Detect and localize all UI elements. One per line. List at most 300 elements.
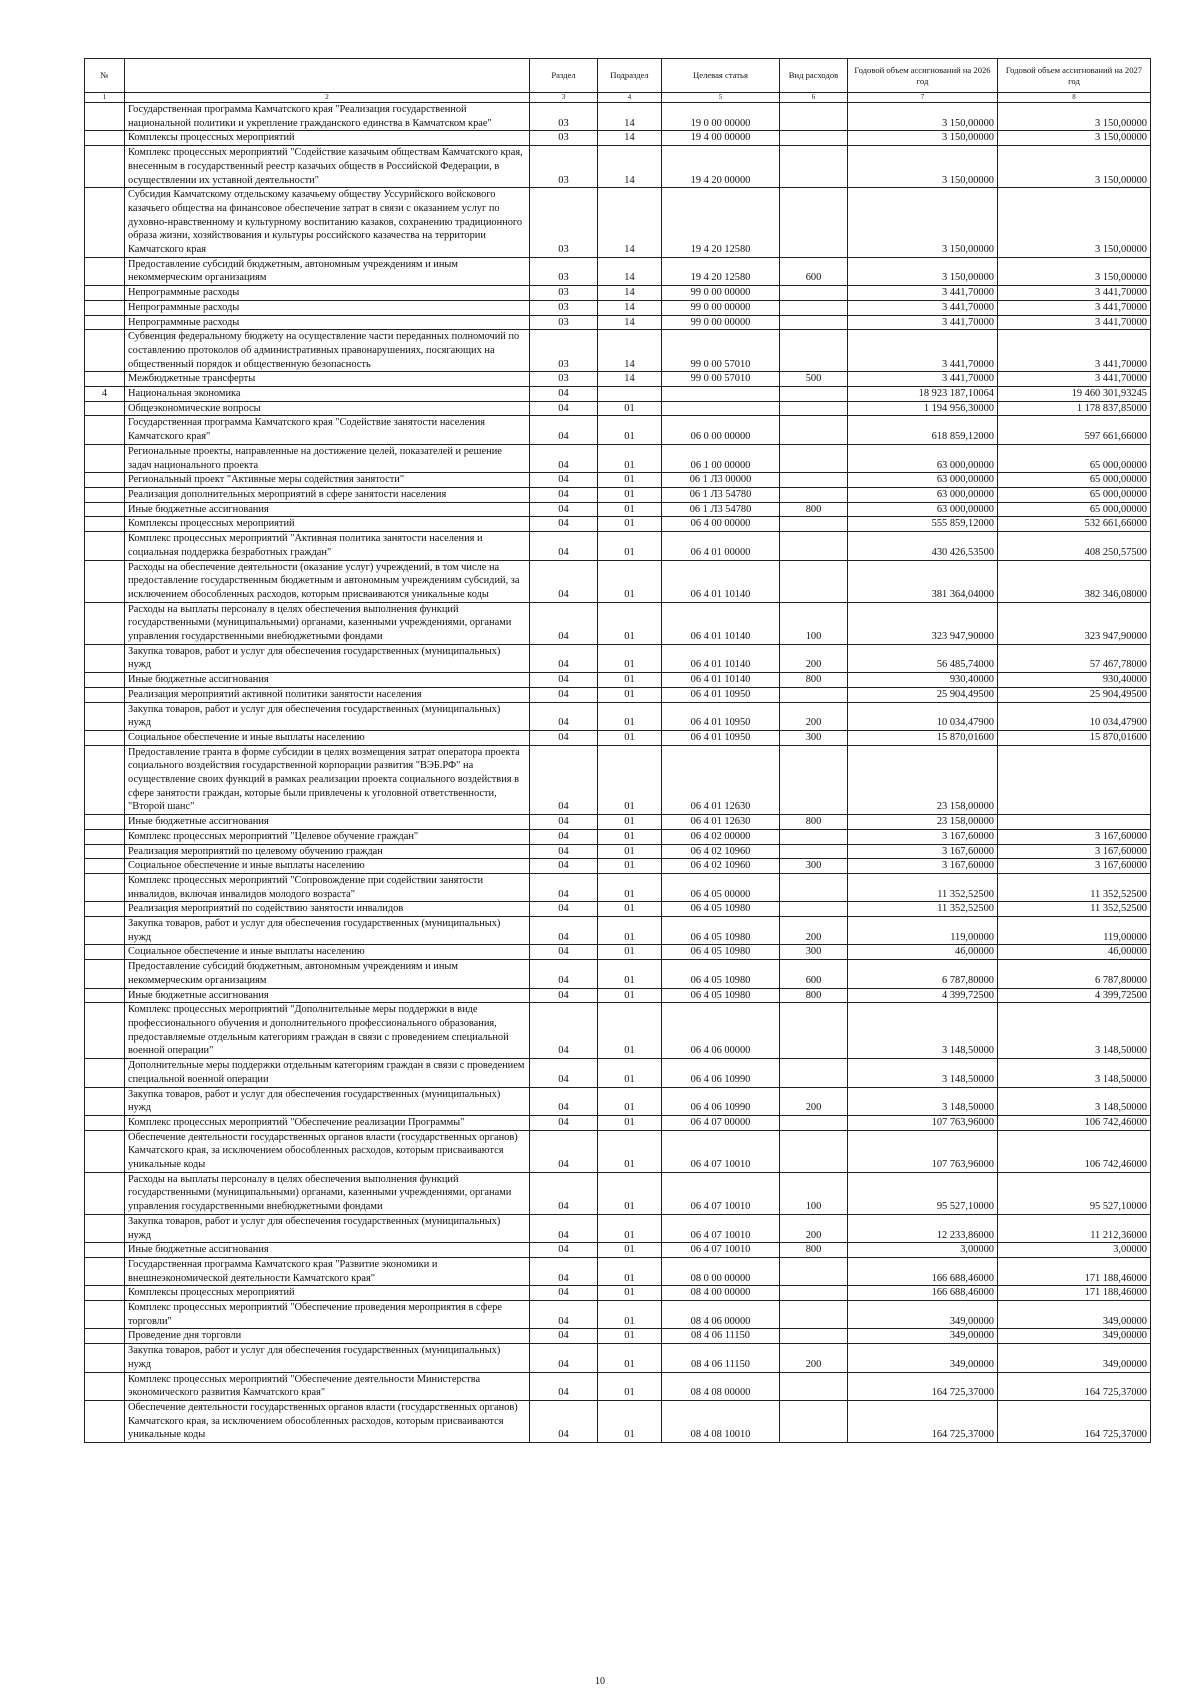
row-section-cell: 04 [530,487,598,502]
table-row [85,1003,1151,1059]
row-expense-kind-cell: 600 [780,257,848,285]
row-name-cell: Дополнительные меры поддержки отдельным категориям граждан в связи с проведением специальной военной операции [125,1059,530,1087]
row-section-cell: 03 [530,257,598,285]
row-amount-2026-cell: 10 034,47900 [848,702,998,730]
row-name-cell: Предоставление гранта в форме субсидии в целях возмещения затрат оператора проекта социального воздействия государственной корпорации развития "ВЭБ.РФ" на осуществление своих функций в рамках реализации проекта социального воздействия в сфере занятости граждан, которые были привлечены к уголовной ответственности, "Второй шанс" [125,745,530,815]
column-number: 2 [125,93,530,103]
row-section-cell: 04 [530,1130,598,1172]
row-amount-2026-cell: 63 000,00000 [848,487,998,502]
row-number-cell [85,1257,125,1285]
row-subsection-cell: 01 [598,745,662,815]
row-target-article-cell: 06 4 01 10140 [662,673,780,688]
table-row [85,330,1151,372]
row-number-cell [85,286,125,301]
row-number-cell [85,988,125,1003]
table-row [85,257,1151,285]
row-number-cell [85,1329,125,1344]
row-number-cell [85,532,125,560]
row-subsection-cell: 14 [598,188,662,258]
row-name-cell: Иные бюджетные ассигнования [125,673,530,688]
row-expense-kind-cell: 200 [780,644,848,672]
column-number: 4 [598,93,662,103]
row-subsection-cell: 01 [598,416,662,444]
table-row [85,1214,1151,1242]
row-expense-kind-cell [780,517,848,532]
row-subsection-cell: 14 [598,372,662,387]
row-number-cell [85,146,125,188]
row-expense-kind-cell [780,330,848,372]
row-number-cell [85,372,125,387]
table-row [85,844,1151,859]
row-expense-kind-cell [780,844,848,859]
row-subsection-cell: 01 [598,844,662,859]
row-number-cell [85,960,125,988]
row-target-article-cell: 06 4 06 10990 [662,1059,780,1087]
row-section-cell: 04 [530,1329,598,1344]
row-expense-kind-cell [780,103,848,131]
header-amount-2027: Годовой объем ассигнований на 2027 год [998,59,1151,93]
table-row [85,1286,1151,1301]
row-amount-2027-cell [998,745,1151,815]
row-section-cell: 04 [530,517,598,532]
row-amount-2027-cell: 3 148,50000 [998,1059,1151,1087]
column-number: 3 [530,93,598,103]
row-name-cell: Реализация мероприятий по содействию занятости инвалидов [125,902,530,917]
row-amount-2026-cell: 3 167,60000 [848,844,998,859]
row-section-cell: 04 [530,532,598,560]
row-number-cell [85,1286,125,1301]
row-subsection-cell: 01 [598,1400,662,1442]
row-target-article-cell: 06 4 01 10950 [662,687,780,702]
row-subsection-cell: 01 [598,1286,662,1301]
row-number-cell [85,444,125,472]
row-expense-kind-cell [780,1130,848,1172]
row-amount-2027-cell: 1 178 837,85000 [998,401,1151,416]
row-target-article-cell: 08 4 00 00000 [662,1286,780,1301]
row-number-cell [85,730,125,745]
row-expense-kind-cell [780,401,848,416]
row-number-cell [85,859,125,874]
row-name-cell: Национальная экономика [125,387,530,402]
row-section-cell: 04 [530,702,598,730]
row-amount-2027-cell: 532 661,66000 [998,517,1151,532]
row-target-article-cell: 06 4 01 12630 [662,745,780,815]
table-row [85,103,1151,131]
row-amount-2027-cell: 349,00000 [998,1329,1151,1344]
row-expense-kind-cell [780,873,848,901]
row-amount-2026-cell: 3 167,60000 [848,859,998,874]
row-section-cell: 04 [530,1087,598,1115]
row-section-cell: 04 [530,387,598,402]
row-name-cell: Иные бюджетные ассигнования [125,502,530,517]
row-expense-kind-cell: 200 [780,1087,848,1115]
row-subsection-cell: 14 [598,315,662,330]
row-number-cell [85,815,125,830]
row-target-article-cell: 06 4 01 10140 [662,602,780,644]
row-subsection-cell: 01 [598,1130,662,1172]
row-amount-2027-cell: 164 725,37000 [998,1372,1151,1400]
row-target-article-cell: 06 4 02 10960 [662,844,780,859]
row-amount-2027-cell: 3,00000 [998,1243,1151,1258]
row-amount-2026-cell: 12 233,86000 [848,1214,998,1242]
row-amount-2027-cell: 106 742,46000 [998,1115,1151,1130]
row-amount-2026-cell: 11 352,52500 [848,902,998,917]
row-expense-kind-cell [780,1286,848,1301]
table-row [85,1243,1151,1258]
row-section-cell: 04 [530,1115,598,1130]
row-amount-2026-cell: 164 725,37000 [848,1372,998,1400]
table-row [85,873,1151,901]
row-amount-2027-cell: 349,00000 [998,1301,1151,1329]
row-amount-2027-cell: 19 460 301,93245 [998,387,1151,402]
row-target-article-cell: 08 4 06 00000 [662,1301,780,1329]
row-amount-2027-cell: 95 527,10000 [998,1172,1151,1214]
row-section-cell: 04 [530,745,598,815]
row-target-article-cell: 06 4 07 10010 [662,1130,780,1172]
row-section-cell: 03 [530,131,598,146]
row-target-article-cell: 06 4 01 10140 [662,644,780,672]
table-row [85,702,1151,730]
column-number: 7 [848,93,998,103]
row-section-cell: 04 [530,560,598,602]
row-name-cell: Общеэкономические вопросы [125,401,530,416]
row-target-article-cell: 99 0 00 00000 [662,315,780,330]
row-name-cell: Расходы на выплаты персоналу в целях обеспечения выполнения функций государственными (муниципальными) органами, казенными учреждениями, органами управления государственными внебюджетными фондами [125,602,530,644]
budget-sheet [84,58,1150,1443]
row-section-cell: 04 [530,473,598,488]
row-target-article-cell: 08 4 08 10010 [662,1400,780,1442]
row-number-cell [85,330,125,372]
row-expense-kind-cell [780,829,848,844]
row-subsection-cell: 14 [598,300,662,315]
row-subsection-cell: 01 [598,644,662,672]
row-amount-2027-cell: 3 148,50000 [998,1087,1151,1115]
header-subsection: Подраздел [598,59,662,93]
row-amount-2026-cell: 107 763,96000 [848,1115,998,1130]
row-expense-kind-cell: 100 [780,1172,848,1214]
row-section-cell: 04 [530,673,598,688]
table-row [85,917,1151,945]
row-name-cell: Комплекс процессных мероприятий "Обеспечение деятельности Министерства экономического развития Камчатского края" [125,1372,530,1400]
row-expense-kind-cell [780,146,848,188]
row-target-article-cell: 06 4 07 10010 [662,1172,780,1214]
row-subsection-cell: 14 [598,286,662,301]
row-name-cell: Комплексы процессных мероприятий [125,517,530,532]
row-amount-2026-cell: 349,00000 [848,1344,998,1372]
table-row [85,730,1151,745]
row-number-cell [85,1243,125,1258]
row-amount-2027-cell: 349,00000 [998,1344,1151,1372]
row-section-cell: 04 [530,1059,598,1087]
row-section-cell: 04 [530,1400,598,1442]
row-number-cell [85,1115,125,1130]
header-expense-kind: Вид расходов [780,59,848,93]
row-amount-2026-cell: 107 763,96000 [848,1130,998,1172]
row-target-article-cell: 06 4 01 10950 [662,702,780,730]
row-name-cell: Субвенция федеральному бюджету на осуществление части переданных полномочий по составлению протоколов об административных правонарушениях, посягающих на общественный порядок и общественную безопасность [125,330,530,372]
row-number-cell [85,1301,125,1329]
row-number-cell [85,829,125,844]
row-number-cell [85,487,125,502]
row-amount-2027-cell: 65 000,00000 [998,502,1151,517]
row-name-cell: Социальное обеспечение и иные выплаты населению [125,730,530,745]
row-subsection-cell: 01 [598,829,662,844]
row-amount-2027-cell: 408 250,57500 [998,532,1151,560]
row-section-cell: 04 [530,602,598,644]
row-number-cell [85,1003,125,1059]
column-number: 8 [998,93,1151,103]
row-subsection-cell: 01 [598,902,662,917]
table-row [85,602,1151,644]
row-amount-2026-cell: 95 527,10000 [848,1172,998,1214]
row-expense-kind-cell [780,902,848,917]
row-expense-kind-cell [780,745,848,815]
row-amount-2027-cell: 3 441,70000 [998,372,1151,387]
row-number-cell [85,257,125,285]
row-subsection-cell: 01 [598,1257,662,1285]
row-target-article-cell: 06 4 05 00000 [662,873,780,901]
row-number-cell [85,1130,125,1172]
row-expense-kind-cell [780,560,848,602]
row-expense-kind-cell: 300 [780,945,848,960]
row-amount-2026-cell: 381 364,04000 [848,560,998,602]
row-number-cell [85,502,125,517]
table-row [85,286,1151,301]
row-amount-2026-cell: 555 859,12000 [848,517,998,532]
row-target-article-cell: 06 4 07 10010 [662,1214,780,1242]
row-amount-2026-cell: 6 787,80000 [848,960,998,988]
row-section-cell: 03 [530,286,598,301]
table-row [85,188,1151,258]
row-name-cell: Закупка товаров, работ и услуг для обеспечения государственных (муниципальных) нужд [125,917,530,945]
row-section-cell: 03 [530,300,598,315]
row-target-article-cell: 06 4 01 10140 [662,560,780,602]
row-amount-2026-cell: 63 000,00000 [848,444,998,472]
row-amount-2027-cell: 3 148,50000 [998,1003,1151,1059]
row-name-cell: Закупка товаров, работ и услуг для обеспечения государственных (муниципальных) нужд [125,1087,530,1115]
row-subsection-cell: 01 [598,859,662,874]
row-section-cell: 04 [530,815,598,830]
row-amount-2027-cell: 65 000,00000 [998,444,1151,472]
row-amount-2027-cell: 3 441,70000 [998,315,1151,330]
row-section-cell: 04 [530,502,598,517]
table-row [85,988,1151,1003]
row-target-article-cell: 06 0 00 00000 [662,416,780,444]
row-section-cell: 04 [530,945,598,960]
row-section-cell: 04 [530,902,598,917]
row-section-cell: 04 [530,1286,598,1301]
row-expense-kind-cell: 300 [780,859,848,874]
header-section: Раздел [530,59,598,93]
row-name-cell: Непрограммные расходы [125,300,530,315]
row-name-cell: Расходы на выплаты персоналу в целях обеспечения выполнения функций государственными (муниципальными) органами, казенными учреждениями, органами управления государственными внебюджетными фондами [125,1172,530,1214]
row-target-article-cell: 19 0 00 00000 [662,103,780,131]
row-target-article-cell: 19 4 20 12580 [662,257,780,285]
row-subsection-cell: 14 [598,131,662,146]
row-subsection-cell: 01 [598,1301,662,1329]
table-row [85,1344,1151,1372]
row-target-article-cell: 06 4 05 10980 [662,902,780,917]
table-row [85,960,1151,988]
row-name-cell: Непрограммные расходы [125,286,530,301]
row-amount-2027-cell: 46,00000 [998,945,1151,960]
column-number: 6 [780,93,848,103]
row-expense-kind-cell [780,532,848,560]
row-target-article-cell: 08 4 08 00000 [662,1372,780,1400]
row-amount-2027-cell: 930,40000 [998,673,1151,688]
row-expense-kind-cell [780,487,848,502]
row-name-cell: Межбюджетные трансферты [125,372,530,387]
row-amount-2026-cell: 18 923 187,10064 [848,387,998,402]
row-name-cell: Субсидия Камчатскому отдельскому казачьему обществу Уссурийского войскового казачьего общества на финансовое обеспечение затрат в связи с оказанием услуг по духовно-нравственному и культурному воспитанию казаков, сохранению традиционного образа жизни, хозяйствования и культуры российского казачества на территории Камчатского края [125,188,530,258]
row-subsection-cell: 01 [598,517,662,532]
row-section-cell: 04 [530,416,598,444]
row-amount-2026-cell: 3 441,70000 [848,286,998,301]
row-expense-kind-cell [780,387,848,402]
row-target-article-cell: 08 0 00 00000 [662,1257,780,1285]
row-section-cell: 04 [530,1172,598,1214]
row-amount-2026-cell: 119,00000 [848,917,998,945]
row-section-cell: 04 [530,1257,598,1285]
row-amount-2027-cell: 11 352,52500 [998,873,1151,901]
row-expense-kind-cell [780,1301,848,1329]
table-row [85,444,1151,472]
table-row [85,416,1151,444]
row-target-article-cell: 06 4 01 10950 [662,730,780,745]
row-target-article-cell: 19 4 00 00000 [662,131,780,146]
row-subsection-cell: 14 [598,103,662,131]
row-section-cell: 03 [530,188,598,258]
row-name-cell: Проведение дня торговли [125,1329,530,1344]
row-expense-kind-cell: 500 [780,372,848,387]
row-amount-2026-cell: 930,40000 [848,673,998,688]
row-subsection-cell: 01 [598,602,662,644]
table-row [85,859,1151,874]
row-section-cell: 04 [530,960,598,988]
row-number-cell [85,687,125,702]
row-subsection-cell: 01 [598,1372,662,1400]
row-subsection-cell: 01 [598,1003,662,1059]
row-amount-2027-cell: 119,00000 [998,917,1151,945]
row-amount-2027-cell: 3 150,00000 [998,131,1151,146]
row-section-cell: 04 [530,730,598,745]
row-subsection-cell: 01 [598,1214,662,1242]
row-expense-kind-cell [780,315,848,330]
row-section-cell: 04 [530,1344,598,1372]
row-subsection-cell: 01 [598,1115,662,1130]
row-target-article-cell: 08 4 06 11150 [662,1344,780,1372]
row-amount-2026-cell: 56 485,74000 [848,644,998,672]
row-expense-kind-cell [780,131,848,146]
table-row [85,745,1151,815]
row-number-cell [85,1344,125,1372]
row-number-cell [85,517,125,532]
row-amount-2027-cell: 323 947,90000 [998,602,1151,644]
row-name-cell: Обеспечение деятельности государственных органов власти (государственных органов) Камчатского края, за исключением обособленных расходов, которым присваиваются уникальные коды [125,1400,530,1442]
row-amount-2026-cell: 3,00000 [848,1243,998,1258]
row-name-cell: Реализация мероприятий по целевому обучению граждан [125,844,530,859]
row-number-cell [85,844,125,859]
row-subsection-cell: 01 [598,487,662,502]
table-row [85,1400,1151,1442]
row-subsection-cell: 01 [598,502,662,517]
row-name-cell: Расходы на обеспечение деятельности (оказание услуг) учреждений, в том числе на предоставление государственным бюджетным и автономным учреждениям субсидий, за исключением обособленных расходов, которым присваиваются уникальные коды [125,560,530,602]
header-target-article: Целевая статья [662,59,780,93]
row-number-cell [85,1372,125,1400]
table-row [85,300,1151,315]
row-target-article-cell: 99 0 00 57010 [662,372,780,387]
row-amount-2026-cell: 23 158,00000 [848,815,998,830]
row-number-cell [85,131,125,146]
row-expense-kind-cell: 200 [780,917,848,945]
row-subsection-cell: 01 [598,702,662,730]
row-name-cell: Комплекс процессных мероприятий "Обеспечение проведения мероприятия в сфере торговли" [125,1301,530,1329]
row-name-cell: Закупка товаров, работ и услуг для обеспечения государственных (муниципальных) нужд [125,1344,530,1372]
row-amount-2026-cell: 430 426,53500 [848,532,998,560]
row-name-cell: Иные бюджетные ассигнования [125,988,530,1003]
row-target-article-cell: 19 4 20 12580 [662,188,780,258]
row-subsection-cell: 01 [598,560,662,602]
row-expense-kind-cell: 600 [780,960,848,988]
table-row [85,1257,1151,1285]
table-header-row [85,59,1151,93]
table-row [85,673,1151,688]
row-subsection-cell: 01 [598,1243,662,1258]
row-number-cell [85,1059,125,1087]
row-amount-2027-cell: 10 034,47900 [998,702,1151,730]
row-number-cell [85,1400,125,1442]
row-number-cell [85,673,125,688]
row-subsection-cell: 01 [598,988,662,1003]
row-number-cell [85,473,125,488]
table-row [85,517,1151,532]
row-subsection-cell: 01 [598,1059,662,1087]
row-expense-kind-cell: 200 [780,1344,848,1372]
row-target-article-cell: 06 4 06 00000 [662,1003,780,1059]
row-section-cell: 03 [530,103,598,131]
row-amount-2026-cell: 3 441,70000 [848,330,998,372]
row-expense-kind-cell [780,473,848,488]
row-amount-2027-cell: 11 352,52500 [998,902,1151,917]
row-subsection-cell: 01 [598,815,662,830]
row-amount-2026-cell: 63 000,00000 [848,502,998,517]
row-number-cell [85,401,125,416]
row-target-article-cell: 99 0 00 00000 [662,300,780,315]
row-number-cell [85,1087,125,1115]
row-amount-2026-cell: 166 688,46000 [848,1286,998,1301]
row-section-cell: 04 [530,988,598,1003]
row-amount-2027-cell: 11 212,36000 [998,1214,1151,1242]
row-target-article-cell: 06 4 02 00000 [662,829,780,844]
table-row [85,945,1151,960]
row-amount-2026-cell: 3 148,50000 [848,1003,998,1059]
row-expense-kind-cell [780,1372,848,1400]
row-name-cell: Иные бюджетные ассигнования [125,815,530,830]
row-target-article-cell: 06 4 05 10980 [662,945,780,960]
row-section-cell: 04 [530,1301,598,1329]
row-expense-kind-cell: 800 [780,1243,848,1258]
row-section-cell: 04 [530,401,598,416]
row-target-article-cell: 06 4 05 10980 [662,960,780,988]
row-target-article-cell: 06 1 Л3 54780 [662,487,780,502]
column-number: 5 [662,93,780,103]
row-amount-2027-cell: 171 188,46000 [998,1257,1151,1285]
row-expense-kind-cell [780,416,848,444]
row-number-cell [85,188,125,258]
row-amount-2026-cell: 3 148,50000 [848,1087,998,1115]
row-amount-2026-cell: 11 352,52500 [848,873,998,901]
row-name-cell: Комплексы процессных мероприятий [125,1286,530,1301]
